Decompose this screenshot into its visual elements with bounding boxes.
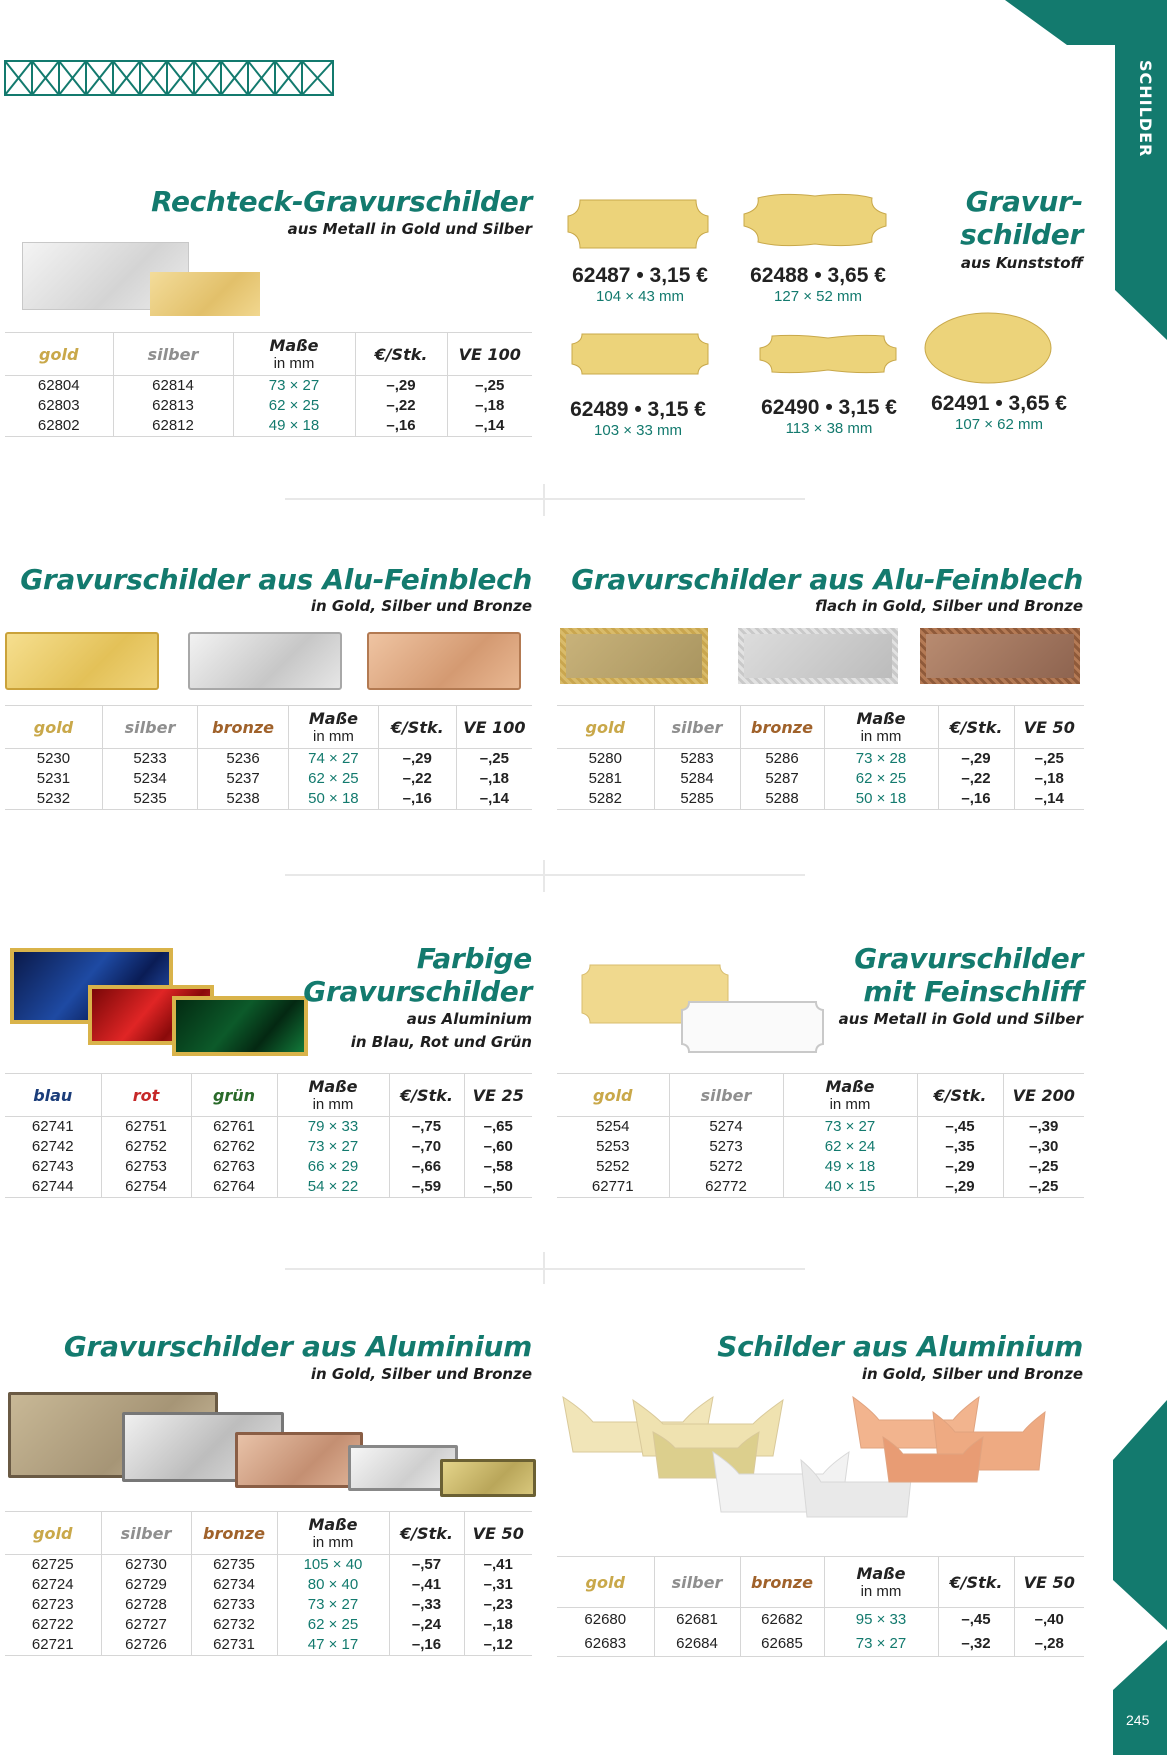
col-header-masse: Maße in mm [233,333,355,376]
col-header-price: €/Stk. [917,1074,1003,1117]
col-header-ve: VE 100 [447,333,532,376]
section6-price-table [557,1073,1084,1198]
table-row: 62741 62751 62761 79 × 33 –,75 –,65 [5,1117,532,1138]
silver-feinschliff-image [680,1000,825,1054]
col-header-ve: VE 200 [1003,1074,1084,1117]
section8-subtitle: in Gold, Silber und Bronze [861,1365,1083,1383]
col-header-gold: gold [557,706,654,749]
product-62487: 62487 • 3,15 € 104 × 43 mm [572,264,708,305]
table-row: 62724 62729 62734 80 × 40 –,41 –,31 [5,1575,532,1595]
col-header-ve: VE 50 [464,1512,532,1555]
separator-line [285,874,805,876]
col-header-gold: gold [557,1557,654,1608]
col-header-masse: Maße in mm [277,1074,389,1117]
plastic-plate-62488-image [740,190,890,250]
col-header-gold: gold [557,1074,669,1117]
col-header-ve: VE 50 [1014,1557,1084,1608]
table-row: 62680 62681 62682 95 × 33 –,45 –,40 [557,1608,1084,1633]
table-row: 5232 5235 5238 50 × 18 –,16 –,14 [5,789,532,810]
table-row: 5281 5284 5287 62 × 25 –,22 –,18 [557,769,1084,789]
table-row: 62744 62754 62764 54 × 22 –,59 –,50 [5,1177,532,1198]
section5-title-line1: Farbige [416,942,532,975]
section8-price-table [557,1556,1084,1657]
col-header-masse: Maße in mm [277,1512,389,1555]
page-number: 245 [1126,1712,1150,1728]
section6-subtitle: aus Metall in Gold und Silber [838,1010,1083,1028]
bronze-flach-image [920,628,1080,684]
pattern-banner-icon [4,60,334,96]
section4-title: Gravurschilder aus Alu-Feinblech [571,563,1083,596]
separator-tick [543,484,545,516]
table-row: 62743 62753 62763 66 × 29 –,66 –,58 [5,1157,532,1177]
gold-flach-image [560,628,708,684]
col-header-price: €/Stk. [378,706,456,749]
table-row: 62802 62812 49 × 18 –,16 –,14 [5,416,532,437]
product-62488: 62488 • 3,65 € 127 × 52 mm [750,264,886,305]
bronze-alu-plate-image [235,1432,363,1488]
separator-line [285,1268,805,1270]
col-header-ve: VE 100 [456,706,532,749]
section5-subtitle-line2: in Blau, Rot und Grün [350,1033,532,1051]
bronze-feinblech-image [367,632,521,690]
section2-subtitle: aus Kunststoff [960,254,1083,272]
section5-title-line2: Gravurschilder [303,975,532,1008]
table-row: 62803 62813 62 × 25 –,22 –,18 [5,396,532,416]
table-row: 62742 62752 62762 73 × 27 –,70 –,60 [5,1137,532,1157]
section3-subtitle: in Gold, Silber und Bronze [310,597,532,615]
col-header-bronze: bronze [191,1512,277,1555]
col-header-ve: VE 25 [464,1074,532,1117]
table-row: 5254 5274 73 × 27 –,45 –,39 [557,1117,1084,1138]
side-tab-label: SCHILDER [1136,60,1155,158]
folding-signs-image [553,1392,1083,1522]
separator-tick [543,1252,545,1284]
section6-title-line1: Gravurschilder [854,942,1083,975]
col-header-silber: silber [113,333,233,376]
col-header-gold: gold [5,1512,101,1555]
col-header-bronze: bronze [740,706,824,749]
section7-subtitle: in Gold, Silber und Bronze [310,1365,532,1383]
col-header-price: €/Stk. [389,1074,464,1117]
section6-title-line2: mit Feinschliff [863,975,1083,1008]
table-row: 62722 62727 62732 62 × 25 –,24 –,18 [5,1615,532,1635]
table-row: 5252 5272 49 × 18 –,29 –,25 [557,1157,1084,1177]
col-header-gruen: grün [191,1074,277,1117]
col-header-silber: silber [654,706,740,749]
section1-title: Rechteck-Gravurschilder [151,185,532,218]
section2-title-line1: Gravur- [965,185,1083,218]
section1-subtitle: aus Metall in Gold und Silber [287,220,532,238]
section8-title: Schilder aus Aluminium [717,1330,1083,1363]
col-header-price: €/Stk. [938,1557,1014,1608]
section1-price-table [5,332,532,437]
col-header-masse: Maße in mm [289,706,379,749]
section5-subtitle-line1: aus Aluminium [406,1010,532,1028]
plastic-plate-62489-image [570,332,710,376]
separator-tick [543,860,545,892]
col-header-price: €/Stk. [355,333,447,376]
gold-small-alu-plate-image [440,1459,536,1497]
section4-subtitle: flach in Gold, Silber und Bronze [815,597,1083,615]
table-row: 62804 62814 73 × 27 –,29 –,25 [5,376,532,397]
col-header-price: €/Stk. [938,706,1014,749]
silver-flach-image [738,628,898,684]
col-header-silber: silber [669,1074,783,1117]
table-row: 62683 62684 62685 73 × 27 –,32 –,28 [557,1632,1084,1657]
product-62489: 62489 • 3,15 € 103 × 33 mm [570,398,706,439]
section2-title-line2: schilder [960,218,1083,251]
gold-plate-image [150,272,260,316]
plastic-plate-62491-image [922,310,1054,386]
section7-title: Gravurschilder aus Aluminium [63,1330,532,1363]
col-header-price: €/Stk. [389,1512,464,1555]
table-row: 62723 62728 62733 73 × 27 –,33 –,23 [5,1595,532,1615]
col-header-gold: gold [5,333,113,376]
separator-line [285,498,805,500]
section4-price-table [557,705,1084,810]
col-header-blau: blau [5,1074,101,1117]
silver-feinblech-image [188,632,342,690]
section5-price-table [5,1073,532,1198]
right-edge-decor [1113,1400,1167,1755]
col-header-ve: VE 50 [1014,706,1084,749]
table-row: 5230 5233 5236 74 × 27 –,29 –,25 [5,749,532,770]
col-header-bronze: bronze [198,706,289,749]
plastic-plate-62490-image [758,332,898,376]
table-row: 5280 5283 5286 73 × 28 –,29 –,25 [557,749,1084,770]
gold-feinblech-image [5,632,159,690]
table-row: 62725 62730 62735 105 × 40 –,57 –,41 [5,1555,532,1576]
col-header-silber: silber [101,1512,191,1555]
table-row: 5253 5273 62 × 24 –,35 –,30 [557,1137,1084,1157]
col-header-masse: Maße in mm [824,1557,938,1608]
product-62490: 62490 • 3,15 € 113 × 38 mm [761,396,897,437]
col-header-silber: silber [102,706,197,749]
col-header-masse: Maße in mm [783,1074,917,1117]
table-row: 5231 5234 5237 62 × 25 –,22 –,18 [5,769,532,789]
table-row: 62771 62772 40 × 15 –,29 –,25 [557,1177,1084,1198]
section3-title: Gravurschilder aus Alu-Feinblech [20,563,532,596]
table-row: 5282 5285 5288 50 × 18 –,16 –,14 [557,789,1084,810]
col-header-masse: Maße in mm [824,706,938,749]
corner-tab-graphic [1005,0,1167,340]
table-row: 62721 62726 62731 47 × 17 –,16 –,12 [5,1635,532,1656]
plastic-plate-62487-image [566,198,710,250]
col-header-silber: silber [654,1557,740,1608]
col-header-bronze: bronze [740,1557,824,1608]
section3-price-table [5,705,532,810]
green-plate-image [172,996,308,1056]
col-header-rot: rot [101,1074,191,1117]
col-header-gold: gold [5,706,102,749]
product-62491: 62491 • 3,65 € 107 × 62 mm [931,392,1067,433]
section7-price-table [5,1511,532,1656]
